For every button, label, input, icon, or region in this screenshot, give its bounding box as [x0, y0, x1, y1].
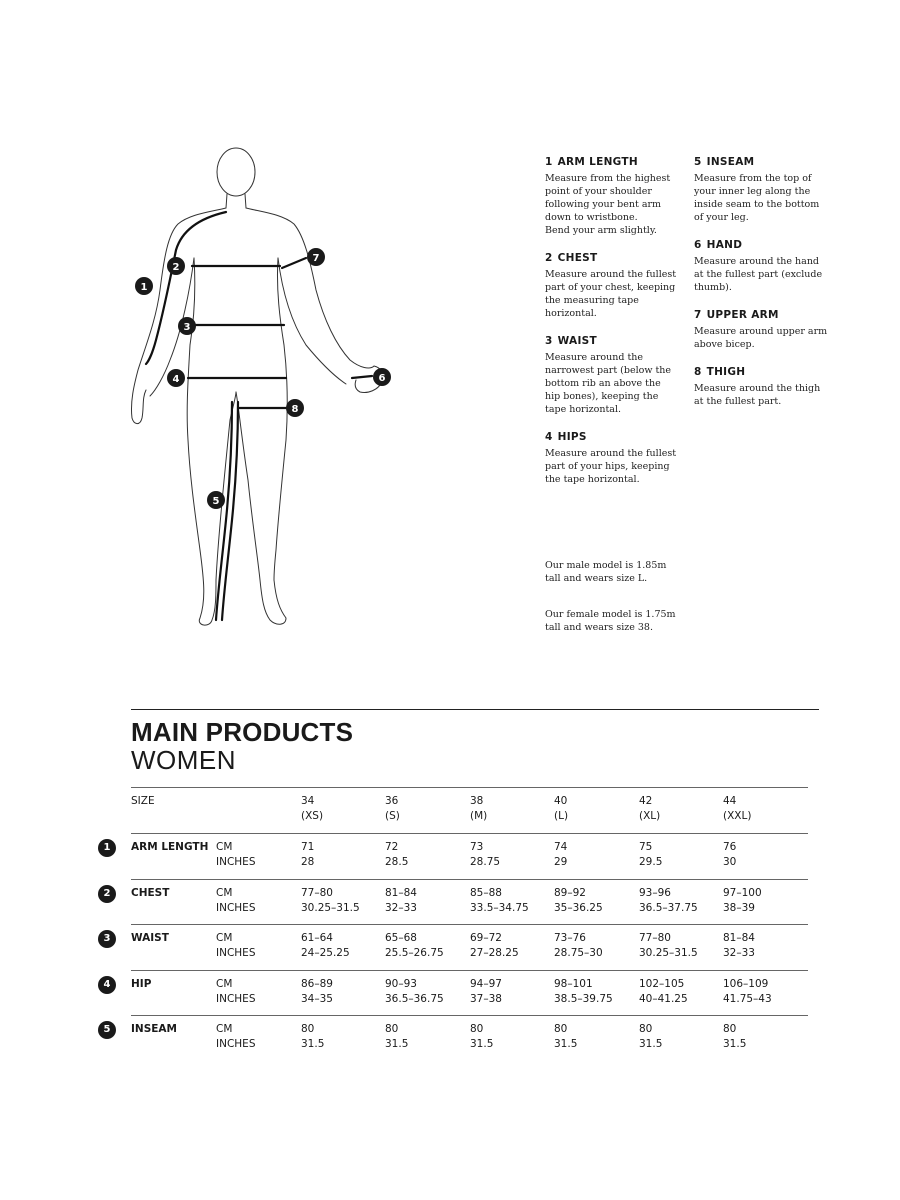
table-cell: 80 31.5	[385, 1023, 409, 1050]
step-number: 2	[545, 252, 553, 264]
step-description: Measure around the narrowest part (below the bottom rib an above the hip bones), keeping the tape horizontal.	[545, 352, 672, 415]
guide-hand	[694, 239, 824, 294]
table-cell: 69–72 27–28.25	[470, 932, 519, 959]
row-badge: 3	[98, 930, 116, 948]
figure-badge-6: 6	[378, 373, 386, 384]
guide-hips	[545, 431, 680, 486]
male-model-note: Our male model is 1.85m tall and wears size L.	[545, 560, 667, 584]
step-number: 4	[545, 431, 553, 443]
step-title: ARM LENGTH	[557, 156, 638, 168]
section-title: MAIN PRODUCTS	[131, 717, 354, 747]
step-title: HAND	[706, 239, 743, 251]
step-description: Measure around upper arm above bicep.	[694, 326, 828, 350]
table-cell: 65–68 25.5–26.75	[385, 932, 444, 959]
figure-badge-2: 2	[172, 262, 180, 273]
table-cell: 94–97 37–38	[470, 977, 502, 1005]
measurement-guide-column-2	[694, 156, 828, 423]
guide-inseam	[694, 156, 824, 224]
human-silhouette-illustration	[120, 140, 410, 640]
row-units: CM INCHES	[216, 841, 256, 868]
row-units: CM INCHES	[216, 886, 256, 914]
figure-badge-8: 8	[291, 404, 299, 415]
table-cell: 80 31.5	[639, 1023, 663, 1050]
step-title: UPPER ARM	[706, 309, 779, 321]
row-units: CM INCHES	[216, 1023, 256, 1050]
table-row-arm-length	[103, 833, 808, 879]
table-row-hip	[103, 970, 808, 1016]
guide-upper-arm	[694, 309, 828, 351]
row-units: CM INCHES	[216, 977, 256, 1005]
row-badge: 2	[98, 885, 116, 903]
figure-badge-1: 1	[140, 282, 148, 293]
row-badge: 5	[98, 1021, 116, 1039]
guide-waist	[545, 335, 680, 416]
section-subtitle: WOMEN	[131, 745, 237, 775]
table-cell: 86–89 34–35	[301, 977, 333, 1005]
step-description: Measure around the hand at the fullest part (exclude thumb).	[694, 256, 823, 293]
table-cell: 71 28	[301, 841, 315, 868]
step-title: CHEST	[557, 252, 598, 264]
table-row-chest	[103, 879, 808, 925]
step-number: 5	[694, 156, 702, 168]
size-header-label: SIZE	[131, 795, 155, 807]
table-row-inseam	[103, 1015, 808, 1061]
guide-arm-length	[545, 156, 680, 237]
table-cell: 80 31.5	[470, 1023, 494, 1050]
measurement-guide-column-1	[545, 156, 680, 501]
table-cell: 61–64 24–25.25	[301, 932, 350, 959]
step-description: Measure around the fullest part of your hips, keeping the tape horizontal.	[545, 448, 677, 485]
table-cell: 97–100 38–39	[723, 886, 762, 914]
step-title: WAIST	[557, 335, 597, 347]
row-label: WAIST	[131, 932, 169, 944]
table-cell: 89–92 35–36.25	[554, 886, 603, 914]
table-cell: 90–93 36.5–36.75	[385, 977, 444, 1005]
step-title: INSEAM	[706, 156, 755, 168]
table-cell: 77–80 30.25–31.5	[301, 886, 360, 914]
body-measurement-figure	[120, 140, 410, 640]
table-cell: 73–76 28.75–30	[554, 932, 603, 959]
size-chart-table	[103, 787, 808, 1061]
size-header-cell: 38 (M)	[470, 795, 488, 822]
section-divider	[131, 709, 819, 710]
step-description: Measure around the thigh at the fullest part.	[694, 383, 821, 407]
size-header-cell: 40 (L)	[554, 795, 569, 822]
step-number: 8	[694, 366, 702, 378]
size-header-cell: 44 (XXL)	[723, 795, 752, 822]
row-label: CHEST	[131, 886, 170, 899]
size-header-cell: 36 (S)	[385, 795, 400, 822]
table-cell: 80 31.5	[301, 1023, 325, 1050]
table-cell: 73 28.75	[470, 841, 501, 868]
step-number: 6	[694, 239, 702, 251]
table-cell: 74 29	[554, 841, 568, 868]
step-description: Measure around the fullest part of your chest, keeping the measuring tape horizontal.	[545, 269, 677, 319]
table-cell: 81–84 32–33	[385, 886, 417, 914]
table-cell: 106–109 41.75–43	[723, 977, 772, 1005]
step-number: 7	[694, 309, 702, 321]
table-cell: 80 31.5	[723, 1023, 747, 1050]
step-title: THIGH	[706, 366, 746, 378]
figure-badge-5: 5	[212, 496, 220, 507]
table-cell: 75 29.5	[639, 841, 663, 868]
table-cell: 93–96 36.5–37.75	[639, 886, 698, 914]
step-description: Measure from the top of your inner leg along the inside seam to the bottom of your leg.	[694, 173, 820, 223]
table-header-row	[131, 787, 808, 833]
row-label: ARM LENGTH	[131, 841, 209, 853]
row-badge: 4	[98, 976, 116, 994]
table-cell: 72 28.5	[385, 841, 409, 868]
guide-chest	[545, 252, 680, 320]
table-cell: 85–88 33.5–34.75	[470, 886, 529, 914]
step-number: 1	[545, 156, 553, 168]
row-label: INSEAM	[131, 1023, 178, 1035]
female-model-note: Our female model is 1.75m tall and wears size 38.	[545, 609, 676, 633]
table-cell: 98–101 38.5–39.75	[554, 977, 613, 1005]
step-title: HIPS	[557, 431, 587, 443]
size-header-cell: 34 (XS)	[301, 795, 324, 822]
figure-badge-4: 4	[172, 374, 180, 385]
table-cell: 81–84 32–33	[723, 932, 755, 959]
row-badge: 1	[98, 839, 116, 857]
figure-badge-7: 7	[312, 253, 320, 264]
table-cell: 77–80 30.25–31.5	[639, 932, 698, 959]
guide-thigh	[694, 366, 824, 408]
step-number: 3	[545, 335, 553, 347]
table-cell: 76 30	[723, 841, 737, 868]
table-cell: 102–105 40–41.25	[639, 977, 688, 1005]
step-description: Measure from the highest point of your shoulder following your bent arm down to wristbone. Bend your arm slightly.	[545, 173, 671, 236]
figure-badge-3: 3	[183, 322, 191, 333]
table-row-waist	[103, 924, 808, 970]
size-header-cell: 42 (XL)	[639, 795, 661, 822]
table-cell: 80 31.5	[554, 1023, 578, 1050]
row-label: HIP	[131, 977, 152, 990]
row-units: CM INCHES	[216, 932, 256, 959]
